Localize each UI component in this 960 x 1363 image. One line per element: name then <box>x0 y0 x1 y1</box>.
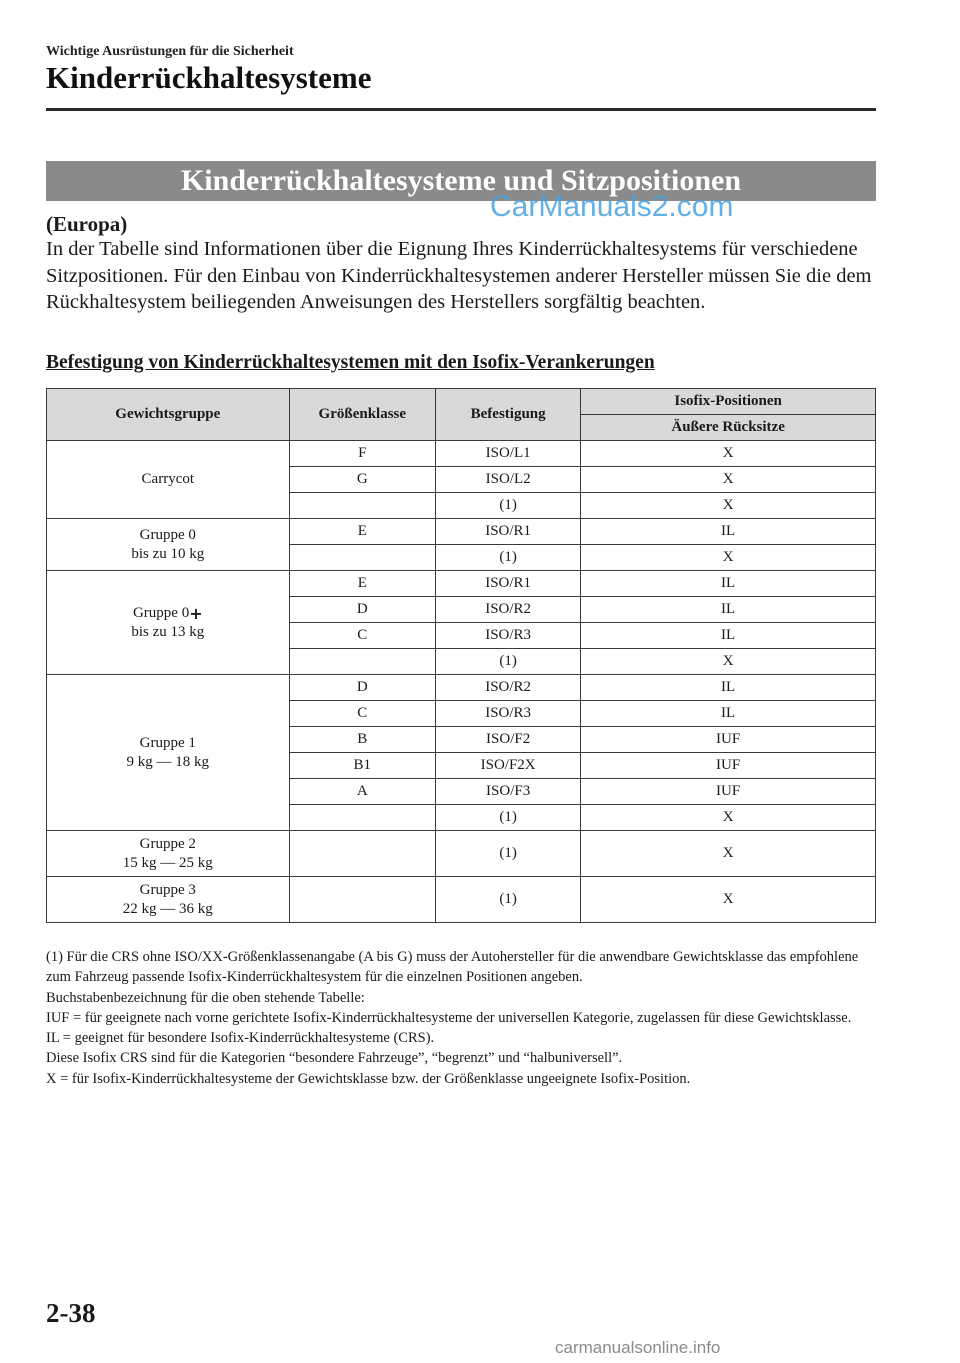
fixture-cell: ISO/R3 <box>436 623 581 649</box>
position-value-cell: IL <box>581 623 876 649</box>
footnote-line: Diese Isofix CRS sind für die Kategorien “besondere Fahrzeuge”, “begrenzt” und “halbuniversell”. <box>46 1050 623 1067</box>
section-title: Kinderrückhaltesysteme und Sitzpositionen <box>180 164 742 197</box>
size-class-cell <box>289 831 435 877</box>
header-outer-rear: Äußere Rücksitze <box>581 415 876 441</box>
sub-heading: Befestigung von Kinderrückhaltesystemen mit den Isofix-Verankerungen <box>46 352 655 373</box>
header-size-class: Größenklasse <box>289 389 435 441</box>
size-class-cell: A <box>289 779 435 805</box>
table-row <box>47 831 876 877</box>
position-value-cell: IL <box>581 519 876 545</box>
weight-group-cell <box>47 877 290 923</box>
fixture-cell: (1) <box>436 493 581 519</box>
size-class-cell: D <box>289 675 435 701</box>
fixture-cell: (1) <box>436 649 581 675</box>
position-value-cell: IUF <box>581 779 876 805</box>
size-class-cell: D <box>289 597 435 623</box>
table-body <box>47 441 876 923</box>
header-weight-group: Gewichtsgruppe <box>47 389 290 441</box>
position-value-cell: X <box>581 441 876 467</box>
size-class-cell <box>289 649 435 675</box>
size-class-cell <box>289 877 435 923</box>
header-positions: Isofix-Positionen <box>581 389 876 415</box>
size-class-cell <box>289 493 435 519</box>
chapter-rule <box>46 108 876 111</box>
size-class-cell: B1 <box>289 753 435 779</box>
fixture-cell: (1) <box>436 805 581 831</box>
weight-group-cell <box>47 441 290 519</box>
region-label: (Europa) <box>46 212 128 236</box>
position-value-cell: IL <box>581 597 876 623</box>
weight-group-label: Gruppe 1 <box>139 734 196 751</box>
weight-group-label: Carrycot <box>141 471 195 487</box>
position-value-cell: X <box>581 877 876 923</box>
footnotes <box>46 947 886 1089</box>
section-banner <box>46 161 876 201</box>
watermark-top: CarManuals2.com <box>490 190 734 223</box>
plus-icon: + <box>189 603 203 623</box>
weight-group-range: 9 kg — 18 kg <box>126 753 210 770</box>
fixture-cell: ISO/R1 <box>436 571 581 597</box>
footnote-line: Buchstabenbezeichnung für die oben stehende Tabelle: <box>46 989 365 1006</box>
position-value-cell: IL <box>581 701 876 727</box>
table-row <box>47 571 876 597</box>
fixture-cell: ISO/L2 <box>436 467 581 493</box>
fixture-cell: ISO/R2 <box>436 675 581 701</box>
fixture-cell: ISO/F2X <box>436 753 581 779</box>
weight-group-range: bis zu 13 kg <box>131 623 205 640</box>
size-class-cell <box>289 545 435 571</box>
position-value-cell: IUF <box>581 753 876 779</box>
fixture-cell: (1) <box>436 877 581 923</box>
position-value-cell: X <box>581 493 876 519</box>
footnote-line: X = für Isofix-Kinderrückhaltesysteme der Gewichtsklasse bzw. der Größenklasse ungeeignete Isofix-Position. <box>46 1070 691 1087</box>
table-row <box>47 519 876 545</box>
position-value-cell: X <box>581 649 876 675</box>
fixture-cell: (1) <box>436 545 581 571</box>
size-class-cell: F <box>289 441 435 467</box>
footnote-line: (1) Für die CRS ohne ISO/XX-Größenklassenangabe (A bis G) muss der Autohersteller für die anwendbare Gewichtsklasse das empfohlene zum Fahrzeug passende Isofix-Kinderrückhaltesystem für die einzelnen Positionen angeben. <box>46 949 859 986</box>
weight-group-range: bis zu 10 kg <box>131 545 205 562</box>
fixture-cell: ISO/L1 <box>436 441 581 467</box>
table-row <box>47 877 876 923</box>
size-class-cell: B <box>289 727 435 753</box>
position-value-cell: IUF <box>581 727 876 753</box>
fixture-cell: (1) <box>436 831 581 877</box>
page-number: 2-38 <box>46 1298 96 1328</box>
position-value-cell: X <box>581 545 876 571</box>
position-value-cell: X <box>581 467 876 493</box>
header-fixture: Befestigung <box>436 389 581 441</box>
position-value-cell: IL <box>581 675 876 701</box>
weight-group-label: Gruppe 3 <box>139 881 196 898</box>
fixture-cell: ISO/R2 <box>436 597 581 623</box>
weight-group-label: Gruppe 2 <box>139 835 196 852</box>
isofix-table <box>46 388 876 923</box>
size-class-cell: E <box>289 519 435 545</box>
size-class-cell <box>289 805 435 831</box>
table-row <box>47 675 876 701</box>
position-value-cell: X <box>581 831 876 877</box>
size-class-cell: E <box>289 571 435 597</box>
weight-group-range: 15 kg — 25 kg <box>122 854 213 871</box>
weight-group-label: Gruppe 0 <box>132 604 190 621</box>
chapter-title: Kinderrückhaltesysteme <box>46 60 372 95</box>
size-class-cell: G <box>289 467 435 493</box>
fixture-cell: ISO/F3 <box>436 779 581 805</box>
size-class-cell: C <box>289 623 435 649</box>
fixture-cell: ISO/R1 <box>436 519 581 545</box>
fixture-cell: ISO/F2 <box>436 727 581 753</box>
weight-group-range: 22 kg — 36 kg <box>122 900 213 917</box>
intro-paragraph: In der Tabelle sind Informationen über die Eignung Ihres Kinderrückhaltesystems für verschiedene Sitzpositionen. Für den Einbau von Kinderrückhaltesystemen anderer Hersteller müssen Sie die dem Rückhaltesystem beiliegenden Anweisungen des Herstellers sorgfältig beachten. <box>46 238 872 313</box>
running-head: Wichtige Ausrüstungen für die Sicherheit <box>46 44 294 59</box>
position-value-cell: IL <box>581 571 876 597</box>
weight-group-cell <box>47 571 290 675</box>
weight-group-cell <box>47 831 290 877</box>
table-row <box>47 441 876 467</box>
fixture-cell: ISO/R3 <box>436 701 581 727</box>
position-value-cell: X <box>581 805 876 831</box>
weight-group-cell <box>47 519 290 571</box>
footnote-line: IUF = für geeignete nach vorne gerichtete Isofix-Kinderrückhaltesysteme der universellen Kategorie, zugelassen für diese Gewichtsklasse. <box>46 1009 852 1026</box>
watermark-bottom: carmanualsonline.info <box>555 1338 721 1357</box>
weight-group-cell <box>47 675 290 831</box>
weight-group-label: Gruppe 0 <box>139 526 196 543</box>
footnote-line: IL = geeignet für besondere Isofix-Kinderrückhaltesysteme (CRS). <box>46 1030 435 1047</box>
size-class-cell: C <box>289 701 435 727</box>
